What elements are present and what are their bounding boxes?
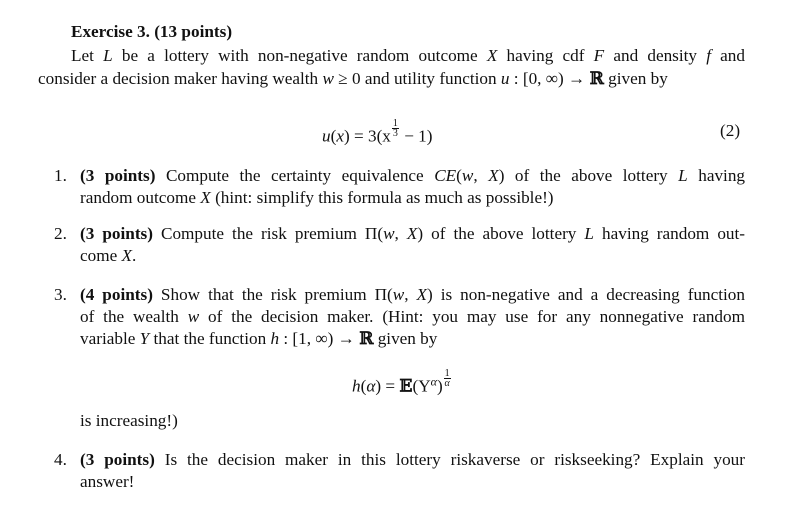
equation-number: (2) [720,121,741,140]
item-3-equation: $h(\alpha) = 𝔼(Y^\alpha)$ $\frac{1}{\alpha}$ [352,368,450,397]
item-2-line-2: come X. [80,246,137,265]
item-1-line-2: random outcome X (hint: simplify this formula as much as possible!) [80,188,554,207]
item-4-marker: 4. [54,450,67,469]
item-2-line-1: (3 points) Compute the risk premium Π(w, X) of the above lottery L having random out- [80,224,746,243]
item-3-after: is increasing!) [80,411,178,430]
item-4-line-1: (3 points) Is the decision maker in this lottery riskaverse or riskseeking? Explain your [80,450,745,469]
item-1-line-1: (3 points) Compute the certainty equivalence CE(w, X) of the above lottery L having [80,166,746,185]
item-3-line-2: of the wealth w of the decision maker. (Hint: you may use for any nonnegative random [80,307,745,326]
intro-line-2: consider a decision maker having wealth w ≥ 0 and utility function u : [0, ∞) → ℝ given by [38,69,668,89]
exercise-title: Exercise 3. (13 points) [71,22,233,41]
item-2-marker: 2. [54,224,67,243]
item-3-marker: 3. [54,285,67,304]
intro-line-1: Let L be a lottery with non-negative random outcome X having cdf F and density f and [71,46,745,65]
item-3-line-3: variable Y that the function h : [1, ∞) → ℝ given by [80,329,438,349]
item-4-line-2: answer! [80,472,135,491]
item-1-marker: 1. [54,166,67,185]
item-3-line-1: (4 points) Show that the risk premium Π(w, X) is non-negative and a decreasing function [80,285,745,304]
utility-equation: u(x) = 3(x $\frac{1}{3}$ − 1) [322,118,433,146]
